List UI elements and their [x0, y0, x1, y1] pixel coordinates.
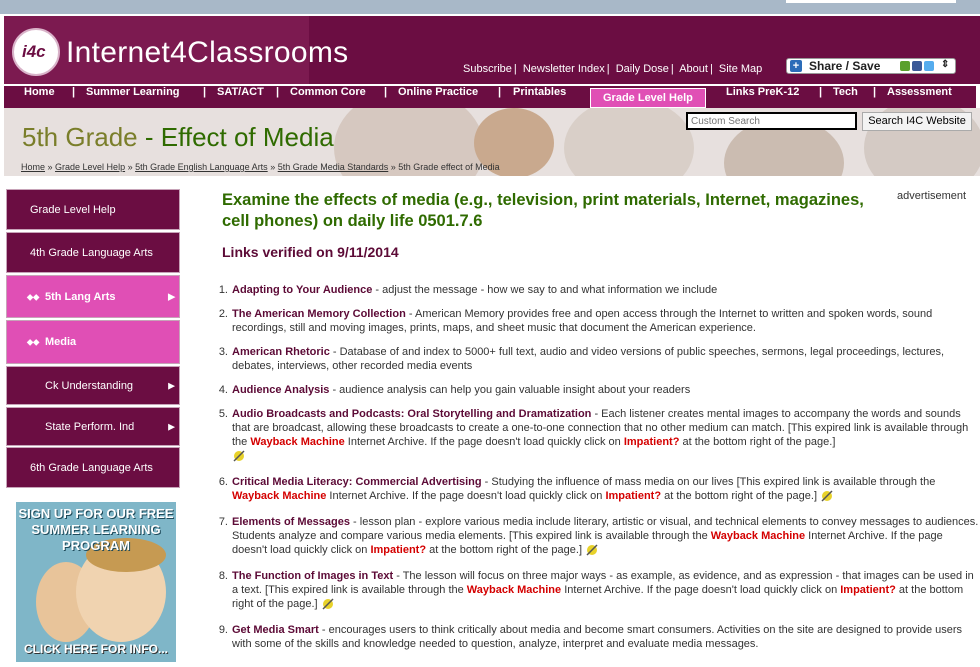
daily-dose-link[interactable]: Daily Dose	[615, 63, 669, 75]
bullet-icon: ◆◆	[27, 292, 40, 301]
resource-link[interactable]: American Rhetoric	[232, 346, 330, 358]
resource-desc: - encourages users to think critically about media and become smart consumers. Activities on the site are designed to provide users with some of the skills and knowledge needed to question, analyze, interpret and evaluate media messages.	[232, 624, 963, 650]
breadcrumb: Home » Grade Level Help » 5th Grade English Language Arts » 5th Grade Media Standards » 5th Grade effect of Media	[21, 162, 500, 172]
resource-desc: Internet Archive. If the page doesn't load quickly click on	[344, 436, 624, 448]
breadcrumb-5th-grade-media-standards[interactable]: 5th Grade Media Standards	[277, 162, 389, 172]
resource-desc: Internet Archive. If the page doesn't load quickly click on	[326, 490, 606, 502]
magic-wand-icon	[321, 598, 335, 610]
sidebar-item-state-perform-ind[interactable]	[6, 407, 180, 446]
list-number: 3.	[218, 346, 228, 358]
advertisement-label: advertisement	[897, 190, 967, 202]
nav-printables[interactable]: Printables	[513, 86, 567, 98]
magic-wand-icon	[820, 490, 834, 502]
resource-desc: - Database of and index to 5000+ full text, audio and video versions of public speeches, sermons, legal proceedings, lectures, debates, interviews, other recorded media events	[232, 346, 945, 372]
nav-assessment[interactable]: Assessment	[887, 86, 952, 98]
wayback-machine-link[interactable]: Wayback Machine	[466, 584, 562, 596]
i4c-logo-icon[interactable]	[12, 28, 60, 76]
breadcrumb-5th-grade-ela[interactable]: 5th Grade English Language Arts	[135, 162, 268, 172]
nav-sat-act[interactable]: SAT/ACT	[217, 86, 264, 98]
sidebar-item-label: 4th Grade Language Arts	[30, 246, 153, 259]
nav-summer-learning[interactable]: Summer Learning	[86, 86, 180, 98]
nav-separator: |	[384, 86, 388, 98]
page-title-grade: 5th Grade	[22, 122, 138, 152]
browser-top-strip	[0, 0, 980, 14]
about-link[interactable]: About	[679, 63, 708, 75]
resource-desc: - The lesson will focus on three major ways - as example, as evidence, and as expression - that images can be used in a text. [This expired link is available through the	[232, 570, 974, 596]
promo-cta[interactable]: CLICK HERE FOR INFO...	[24, 642, 168, 656]
main-nav	[4, 85, 976, 109]
resource-desc: - Studying the influence of mass media on our lives [This expired link is available through the	[481, 476, 936, 488]
list-number: 1.	[218, 284, 228, 296]
sidebar-item-label: 6th Grade Language Arts	[30, 461, 153, 474]
top-strip-box	[786, 0, 956, 3]
chevron-down-icon: ⇕	[941, 59, 950, 70]
search-input[interactable]	[686, 112, 857, 130]
sidebar-item-label: State Perform. Ind	[45, 420, 135, 433]
sidebar-item-media[interactable]	[6, 320, 180, 364]
sidebar-item-label: Media	[45, 336, 77, 348]
list-number: 5.	[218, 408, 228, 420]
nav-separator: |	[873, 86, 877, 98]
share-save-button[interactable]	[786, 58, 956, 74]
search-button[interactable]: Search I4C Website	[862, 112, 972, 131]
subscribe-link[interactable]: Subscribe	[463, 63, 512, 75]
list-number: 6.	[218, 476, 228, 488]
chevron-right-icon: ▶	[168, 421, 175, 431]
list-number: 2.	[218, 308, 228, 320]
links-verified-date: Links verified on 9/11/2014	[222, 244, 399, 260]
breadcrumb-current: 5th Grade effect of Media	[398, 162, 500, 172]
wayback-machine-link[interactable]: Wayback Machine	[232, 490, 327, 502]
nav-tech[interactable]: Tech	[833, 86, 858, 98]
sidebar-item-label: Ck Understanding	[45, 379, 134, 392]
chevron-right-icon: ▶	[168, 291, 175, 301]
sidebar-item-ck-understanding[interactable]	[6, 366, 180, 405]
bullet-icon: ◆◆	[27, 337, 40, 347]
nav-common-core[interactable]: Common Core	[290, 86, 366, 98]
sidebar-item-6th-grade-la[interactable]	[6, 447, 180, 488]
nav-separator: |	[498, 86, 502, 98]
resource-link[interactable]: Critical Media Literacy: Commercial Advertising	[232, 476, 482, 488]
nav-links-prek-12[interactable]: Links PreK-12	[726, 86, 800, 98]
summer-learning-promo[interactable]	[16, 502, 176, 662]
nav-separator: |	[72, 86, 76, 98]
resource-desc: - lesson plan - explore various media include literary, artistic or visual, and technical elements to convey messages to audiences. Students analyze and compare various media elements. [This expired link is available through the	[232, 516, 979, 542]
sidebar-item-label: 5th Lang Arts	[45, 290, 116, 303]
newsletter-index-link[interactable]: Newsletter Index	[522, 63, 605, 75]
plus-icon: +	[790, 60, 802, 72]
site-map-link[interactable]: Site Map	[718, 63, 763, 75]
list-number: 9.	[218, 624, 228, 636]
breadcrumb-home[interactable]: Home	[21, 162, 46, 172]
banner-photo	[564, 108, 694, 176]
nav-separator: |	[203, 86, 207, 98]
resource-desc: Internet Archive. If the page doesn't load quickly click on	[561, 584, 841, 596]
resource-desc: at the bottom right of the page.]	[426, 544, 583, 556]
sidebar-item-5th-lang-arts[interactable]	[6, 275, 180, 318]
standard-heading: Examine the effects of media (e.g., television, print materials, Internet, magazines, cell phones) on daily life 0501.7.6	[222, 191, 864, 230]
nav-home[interactable]: Home	[24, 86, 55, 98]
share-save-label: Share / Save	[809, 59, 881, 73]
page-title-topic: - Effect of Media	[137, 122, 334, 152]
page-title	[22, 122, 334, 153]
nav-separator: |	[819, 86, 823, 98]
impatient-link[interactable]: Impatient?	[370, 544, 427, 556]
chevron-right-icon: ▶	[168, 380, 175, 390]
magic-wand-icon	[232, 450, 246, 462]
resource-desc: - adjust the message - how we say to and what information we include	[372, 284, 718, 296]
sidebar-item-grade-level-help[interactable]	[6, 189, 180, 230]
list-number: 4.	[218, 384, 228, 396]
wayback-machine-link[interactable]: Wayback Machine	[710, 530, 806, 542]
resource-desc: at the bottom right of the page.]	[661, 490, 818, 502]
sidebar-item-label: Grade Level Help	[30, 203, 116, 216]
impatient-link[interactable]: Impatient?	[605, 490, 662, 502]
resource-desc: - Each listener creates mental images to accompany the words and sounds that are broadcast, allowing these broadcasts to create a one-to-one connection that no other medium can match. [This expired link is available through the	[232, 408, 969, 448]
resource-desc: Internet Archive. If the page doesn't load quickly click on	[232, 530, 943, 556]
resource-link[interactable]: The American Memory Collection	[232, 308, 406, 320]
sidebar-item-4th-grade-la[interactable]	[6, 232, 180, 273]
email-share-icon	[900, 61, 910, 71]
nav-grade-level-help[interactable]: Grade Level Help	[590, 88, 706, 108]
impatient-link[interactable]: Impatient?	[840, 584, 896, 596]
resource-desc: - audience analysis can help you gain valuable insight about your readers	[329, 384, 691, 396]
resource-link[interactable]: Audio Broadcasts and Podcasts: Oral Storytelling and Dramatization	[232, 408, 592, 420]
site-logo-text[interactable]: Internet4Classrooms	[66, 36, 349, 69]
top-links: Subscribe | Newsletter Index | Daily Dose | About | Site Map	[463, 63, 763, 75]
resource-link[interactable]: Audience Analysis	[232, 384, 330, 396]
facebook-icon	[912, 61, 922, 71]
impatient-link[interactable]: Impatient?	[623, 436, 680, 448]
promo-headline: SIGN UP FOR OUR FREE SUMMER LEARNING PROGRAM	[18, 506, 174, 553]
logo-badge-text: i4c	[22, 42, 46, 61]
twitter-icon	[924, 61, 934, 71]
resource-desc: at the bottom right of the page.]	[679, 436, 836, 448]
list-number: 8.	[218, 570, 228, 582]
nav-online-practice[interactable]: Online Practice	[398, 86, 479, 98]
resource-desc: - American Memory provides free and open access through the Internet to written and spoken words, sound recordings, still and moving images, prints, maps, and sheet music that document the American experience.	[232, 308, 933, 334]
nav-separator: |	[276, 86, 280, 98]
wayback-machine-link[interactable]: Wayback Machine	[250, 436, 345, 448]
breadcrumb-grade-level-help[interactable]: Grade Level Help	[55, 162, 126, 172]
resource-link[interactable]: Elements of Messages	[232, 516, 350, 528]
list-number: 7.	[218, 516, 228, 528]
resource-desc: at the bottom right of the page.]	[232, 584, 964, 610]
magic-wand-icon	[585, 544, 599, 556]
resource-link[interactable]: Get Media Smart	[232, 624, 319, 636]
resource-link[interactable]: Adapting to Your Audience	[232, 284, 373, 296]
resource-link[interactable]: The Function of Images in Text	[232, 570, 394, 582]
